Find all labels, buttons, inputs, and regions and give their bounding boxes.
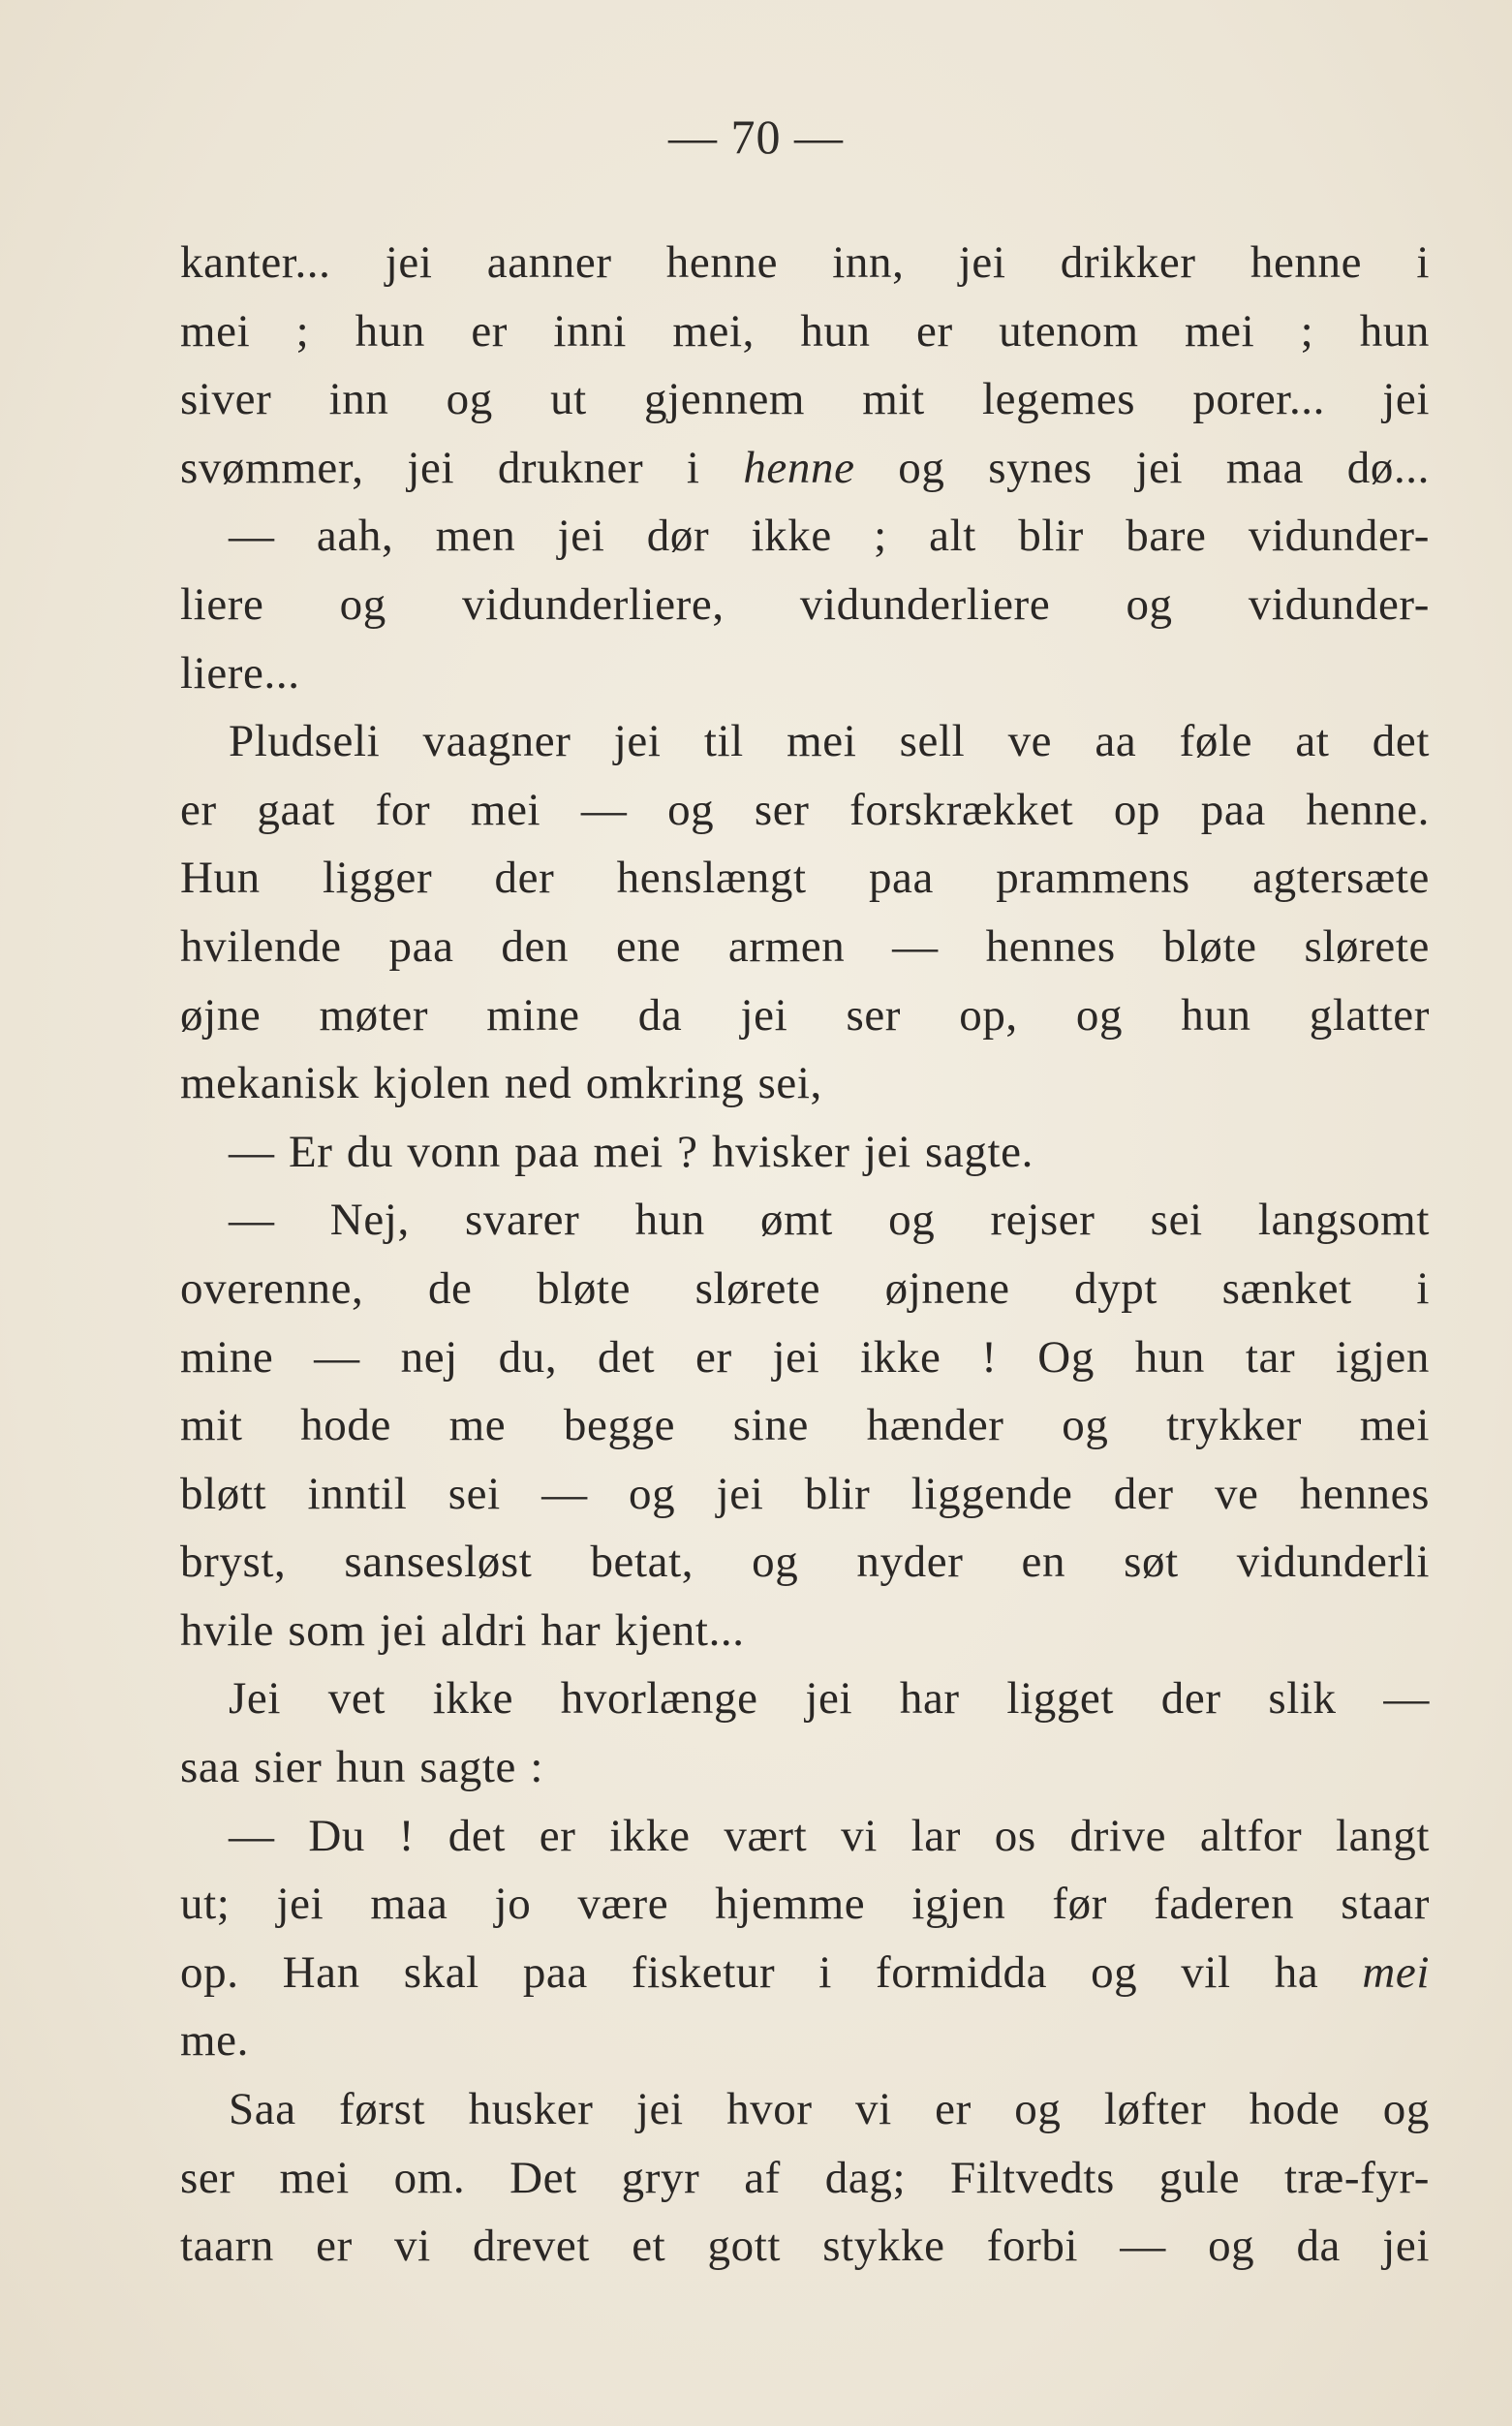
text-line: Saa først husker jei hvor vi er og løfter hode og xyxy=(229,2084,1430,2135)
text-line: taarn er vi drevet et gott stykke forbi — og da jei xyxy=(180,2221,1430,2272)
text-line: hvile som jei aldri har kjent... xyxy=(180,1604,745,1656)
text-line: mei ; hun er inni mei, hun er utenom mei ; hun xyxy=(180,305,1430,357)
text-line: siver inn og ut gjennem mit legemes porer... jei xyxy=(180,374,1430,425)
text-line: mine — nej du, det er jei ikke ! Og hun tar igjen xyxy=(180,1331,1430,1383)
text-line: overenne, de bløte slørete øjnene dypt sænket i xyxy=(180,1262,1430,1314)
text-line: saa sier hun sagte : xyxy=(180,1742,544,1793)
text-line: bløtt inntil sei — og jei blir liggende der ve hennes xyxy=(180,1468,1430,1519)
text-line: — Du ! det er ikke vært vi lar os drive altfor langt xyxy=(229,1810,1430,1861)
text-line: ut; jei maa jo være hjemme igjen før faderen staar xyxy=(180,1879,1430,1930)
emphasized-word: henne xyxy=(743,442,855,493)
text-line: me. xyxy=(180,2015,249,2067)
text-line: Pludseli vaagner jei til mei sell ve aa føle at det xyxy=(229,716,1430,767)
text-line: liere... xyxy=(180,647,300,699)
text-line: — aah, men jei dør ikke ; alt blir bare vidunder- xyxy=(229,511,1430,562)
text-line: Jei vet ikke hvorlænge jei har ligget der slik — xyxy=(229,1673,1430,1725)
emphasized-word: mei xyxy=(1362,1946,1430,1998)
text-line: Hun ligger der henslængt paa prammens agtersæte xyxy=(180,853,1430,904)
text-line: mekanisk kjolen ned omkring sei, xyxy=(180,1058,822,1109)
text-line: — Nej, svarer hun ømt og rejser sei langsomt xyxy=(229,1195,1430,1246)
body-text xyxy=(180,229,1430,2281)
text-line: ser mei om. Det gryr af dag; Filtvedts gule træ-fyr- xyxy=(180,2152,1430,2203)
text-line: mit hode me begge sine hænder og trykker mei xyxy=(180,1400,1430,1451)
text-line: op. Han skal paa fisketur i formidda og vil ha mei xyxy=(180,1946,1430,1998)
page-number: — 70 — xyxy=(668,109,844,164)
text-line: svømmer, jei drukner i henne og synes jei maa dø... xyxy=(180,442,1430,493)
text-line: er gaat for mei — og ser forskrækket op paa henne. xyxy=(180,784,1430,835)
text-line: øjne møter mine da jei ser op, og hun glatter xyxy=(180,989,1430,1041)
text-line: hvilende paa den ene armen — hennes bløte slørete xyxy=(180,920,1430,972)
text-line: — Er du vonn paa mei ? hvisker jei sagte. xyxy=(229,1126,1034,1177)
text-line: liere og vidunderliere, vidunderliere og vidunder- xyxy=(180,578,1430,630)
text-line: kanter... jei aanner henne inn, jei drikker henne i xyxy=(180,237,1430,288)
text-line: bryst, sansesløst betat, og nyder en søt vidunderli xyxy=(180,1537,1430,1588)
